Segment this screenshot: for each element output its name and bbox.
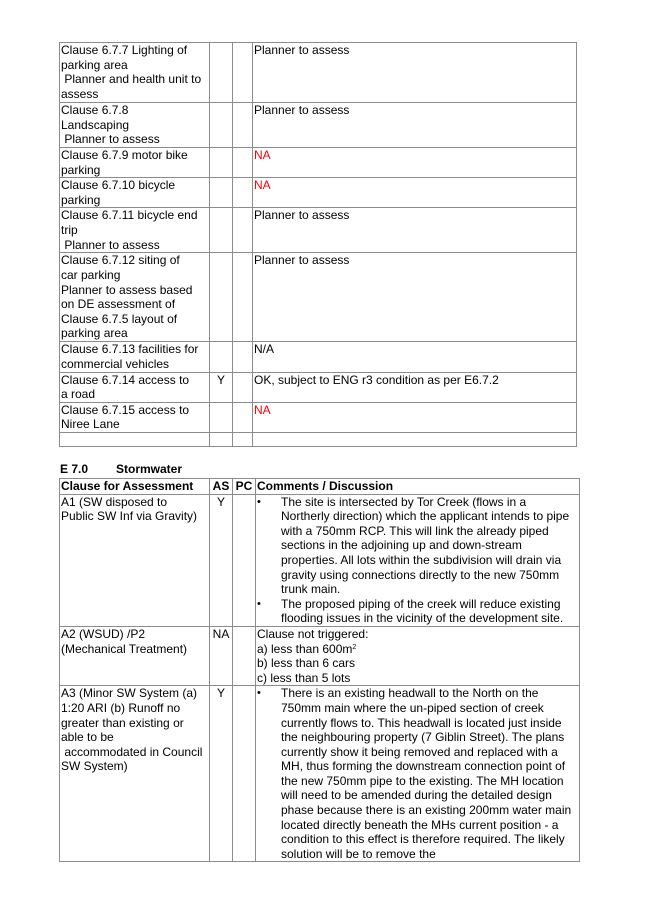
table-row — [60, 342, 577, 372]
pc-cell — [233, 208, 253, 253]
as-cell: Y — [210, 686, 233, 862]
comment-cell — [256, 686, 580, 862]
empty-row — [60, 432, 577, 446]
clause-cell: Clause 6.7.15 access to Niree Lane — [60, 402, 210, 432]
table-row — [60, 372, 577, 402]
pc-cell — [233, 372, 253, 402]
table-row — [60, 494, 580, 626]
table-row — [60, 626, 580, 685]
header-row — [60, 479, 580, 495]
as-cell: Y — [210, 494, 233, 626]
clause-cell: A1 (SW disposed to Public SW Inf via Gravity) — [60, 494, 210, 626]
clause-cell: Clause 6.7.8 Landscaping Planner to assess — [60, 103, 210, 148]
as-cell — [210, 103, 233, 148]
comment-cell: Planner to assess — [253, 253, 577, 342]
comment-cell: NA — [253, 178, 577, 208]
clause-cell: A3 (Minor SW System (a) 1:20 ARI (b) Runoff no greater than existing or able to be accommodated in Council SW System) — [60, 686, 210, 862]
header-comments: Comments / Discussion — [256, 479, 580, 495]
clause-cell: Clause 6.7.11 bicycle end trip Planner to assess — [60, 208, 210, 253]
parking-clauses-table — [59, 42, 577, 447]
as-cell — [210, 402, 233, 432]
table-row — [60, 208, 577, 253]
header-pc: PC — [233, 479, 256, 495]
pc-cell — [233, 626, 256, 685]
pc-cell — [233, 342, 253, 372]
as-cell — [210, 342, 233, 372]
stormwater-table — [59, 478, 580, 862]
as-cell: NA — [210, 626, 233, 685]
pc-cell — [233, 494, 256, 626]
bullet-list — [257, 686, 578, 861]
table-row — [60, 43, 577, 103]
comment-cell: NA — [253, 402, 577, 432]
section-title: Stormwater — [116, 462, 183, 476]
table-row — [60, 178, 577, 208]
comment-cell: Planner to assess — [253, 103, 577, 148]
as-cell — [210, 178, 233, 208]
as-cell — [210, 43, 233, 103]
pc-cell — [233, 402, 253, 432]
clause-cell: Clause 6.7.7 Lighting of parking area Planner and health unit to assess — [60, 43, 210, 103]
table-row — [60, 148, 577, 178]
clause-cell: A2 (WSUD) /P2 (Mechanical Treatment) — [60, 626, 210, 685]
comment-cell: Planner to assess — [253, 43, 577, 103]
table-row — [60, 253, 577, 342]
comment-cell: Clause not triggered: a) less than $600m^2$ b) less than 6 cars c) less than 5 lots — [256, 626, 580, 685]
pc-cell — [233, 103, 253, 148]
comment-cell: NA — [253, 148, 577, 178]
as-cell: Y — [210, 372, 233, 402]
clause-cell: Clause 6.7.13 facilities for commercial vehicles — [60, 342, 210, 372]
list-item: • The proposed piping of the creek will reduce existing flooding issues in the vicinity of the development site. — [281, 597, 578, 626]
as-cell — [210, 253, 233, 342]
as-cell — [210, 148, 233, 178]
clause-cell: Clause 6.7.9 motor bike parking — [60, 148, 210, 178]
comment-cell — [256, 494, 580, 626]
clause-cell: Clause 6.7.12 siting of car parking Planner to assess based on DE assessment of Clause 6.7.5 layout of parking area — [60, 253, 210, 342]
list-item: • There is an existing headwall to the North on the 750mm main where the un-piped section of creek currently flows to. This headwall is located just inside the neighbouring property (7 Giblin Street). The plans currently show it being removed and replaced with a MH, thus forming the downstream connection point of the new 750mm pipe to the existing. The MH location will need to be amended during the detailed design phase because there is an existing 200mm water main located directly beneath the MHs current position - a condition to this effect is therefore required. The likely solution will be to remove the — [281, 686, 578, 861]
table-row — [60, 402, 577, 432]
comment-cell: OK, subject to ENG r3 condition as per E6.7.2 — [253, 372, 577, 402]
pc-cell — [233, 178, 253, 208]
clause-cell: Clause 6.7.14 access to a road — [60, 372, 210, 402]
section-heading — [60, 462, 182, 477]
comment-cell: N/A — [253, 342, 577, 372]
as-cell — [210, 208, 233, 253]
bullet-list — [257, 495, 578, 626]
header-as: AS — [210, 479, 233, 495]
table-row — [60, 686, 580, 862]
table-row — [60, 103, 577, 148]
clause-cell: Clause 6.7.10 bicycle parking — [60, 178, 210, 208]
pc-cell — [233, 43, 253, 103]
comment-cell: Planner to assess — [253, 208, 577, 253]
list-item: • The site is intersected by Tor Creek (flows in a Northerly direction) which the applicant intends to pipe with a 750mm RCP. This will link the already piped sections in the adjoining up and down-stream properties. All lots within the subdivision will drain via gravity using connections directly to the new 750mm trunk main. — [281, 495, 578, 597]
pc-cell — [233, 686, 256, 862]
section-number: E 7.0 — [60, 462, 89, 476]
header-clause: Clause for Assessment — [60, 479, 210, 495]
pc-cell — [233, 253, 253, 342]
pc-cell — [233, 148, 253, 178]
